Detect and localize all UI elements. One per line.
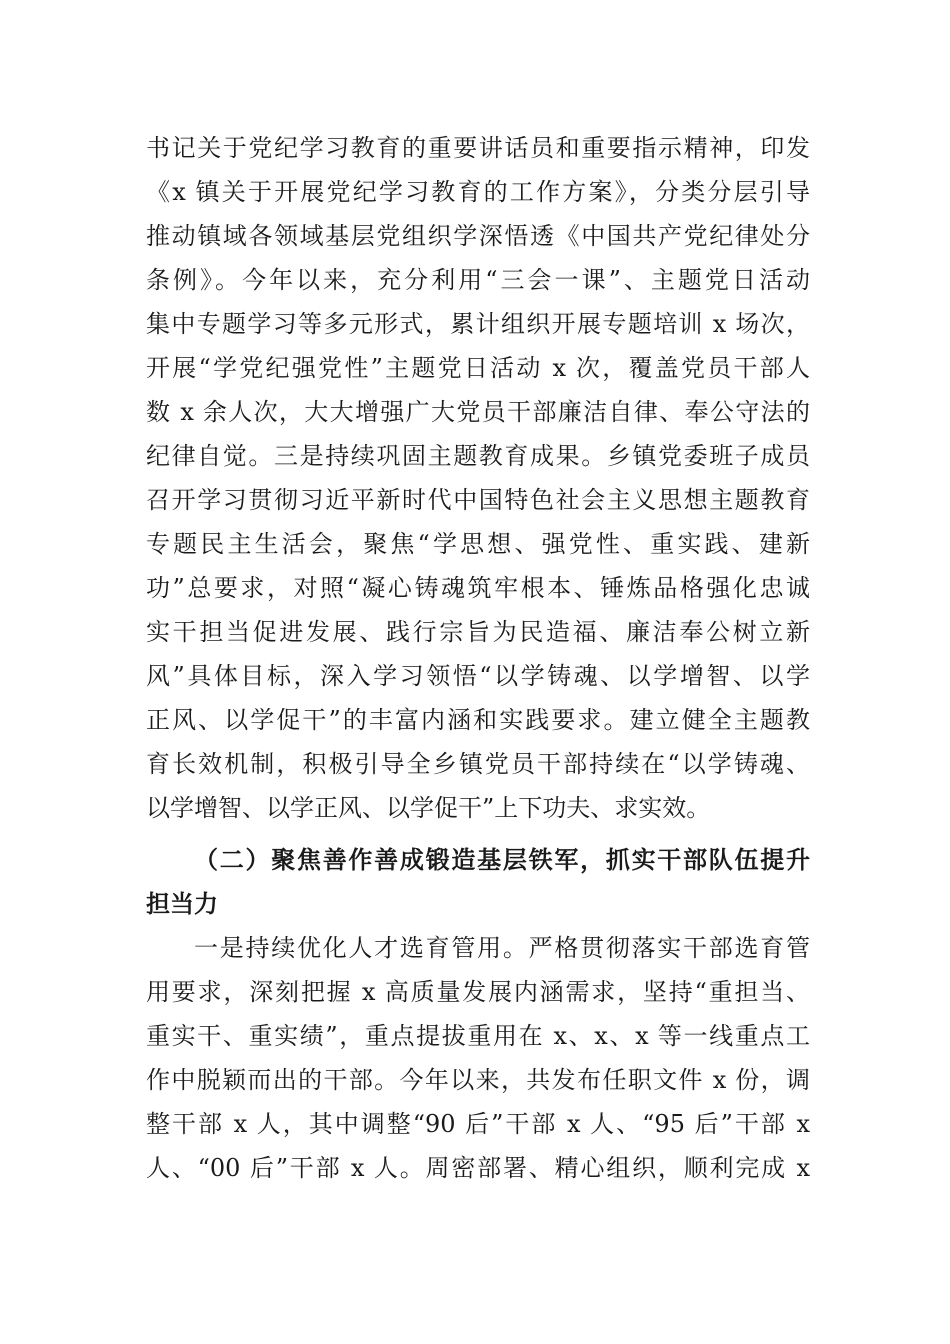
section-heading-2 bbox=[146, 838, 810, 926]
paragraph-1-line-2: 《x 镇关于开展党纪学习教育的工作方案》，分类分层引导 bbox=[146, 178, 810, 206]
paragraph-1-line-11: 功”总要求，对照“凝心铸魂筑牢根本、锤炼品格强化忠诚 bbox=[146, 574, 810, 602]
paragraph-1-line-12: 实干担当促进发展、践行宗旨为民造福、廉洁奉公树立新 bbox=[146, 618, 810, 646]
paragraph-2-line-2: 用要求，深刻把握 x 高质量发展内涵需求，坚持“重担当、 bbox=[146, 978, 810, 1006]
section-heading-2-line-1: （二）聚焦善作善成锻造基层铁军，抓实干部队伍提升 bbox=[194, 845, 810, 874]
paragraph-1-line-9: 召开学习贯彻习近平新时代中国特色社会主义思想主题教育 bbox=[146, 486, 810, 514]
paragraph-1-line-6: 开展“学党纪强党性”主题党日活动 x 次，覆盖党员干部人 bbox=[146, 354, 810, 382]
paragraph-2-line-3: 重实干、重实绩”，重点提拔重用在 x、x、x 等一线重点工 bbox=[146, 1022, 810, 1050]
paragraph-1-line-8: 纪律自觉。三是持续巩固主题教育成果。乡镇党委班子成员 bbox=[146, 442, 810, 470]
paragraph-1-line-3: 推动镇域各领域基层党组织学深悟透《中国共产党纪律处分 bbox=[146, 222, 810, 250]
paragraph-1-line-1: 书记关于党纪学习教育的重要讲话员和重要指示精神，印发 bbox=[146, 134, 810, 162]
paragraph-2-line-1: 一是持续优化人才选育管用。严格贯彻落实干部选育管 bbox=[194, 934, 810, 962]
paragraph-1-line-16: 以学增智、以学正风、以学促干”上下功夫、求实效。 bbox=[146, 794, 711, 822]
paragraph-1-line-15: 育长效机制，积极引导全乡镇党员干部持续在“以学铸魂、 bbox=[146, 750, 810, 778]
paragraph-2-line-6: 人、“00 后”干部 x 人。周密部署、精心组织，顺利完成 x bbox=[146, 1154, 810, 1182]
paragraph-2-line-5: 整干部 x 人，其中调整“90 后”干部 x 人、“95 后”干部 x bbox=[146, 1110, 810, 1138]
paragraph-1-line-10: 专题民主生活会，聚焦“学思想、强党性、重实践、建新 bbox=[146, 530, 810, 558]
paragraph-1-line-5: 集中专题学习等多元形式，累计组织开展专题培训 x 场次， bbox=[146, 310, 810, 338]
section-heading-2-line-2: 担当力 bbox=[146, 889, 218, 918]
paragraph-1-line-14: 正风、以学促干”的丰富内涵和实践要求。建立健全主题教 bbox=[146, 706, 810, 734]
paragraph-2 bbox=[146, 926, 810, 1190]
paragraph-1-line-7: 数 x 余人次，大大增强广大党员干部廉洁自律、奉公守法的 bbox=[146, 398, 810, 426]
paragraph-2-line-4: 作中脱颖而出的干部。今年以来，共发布任职文件 x 份，调 bbox=[146, 1066, 810, 1094]
paragraph-1-line-4: 条例》。今年以来，充分利用“三会一课”、主题党日活动 bbox=[146, 266, 810, 294]
paragraph-1-line-13: 风”具体目标，深入学习领悟“以学铸魂、以学增智、以学 bbox=[146, 662, 810, 690]
paragraph-1 bbox=[146, 126, 810, 830]
